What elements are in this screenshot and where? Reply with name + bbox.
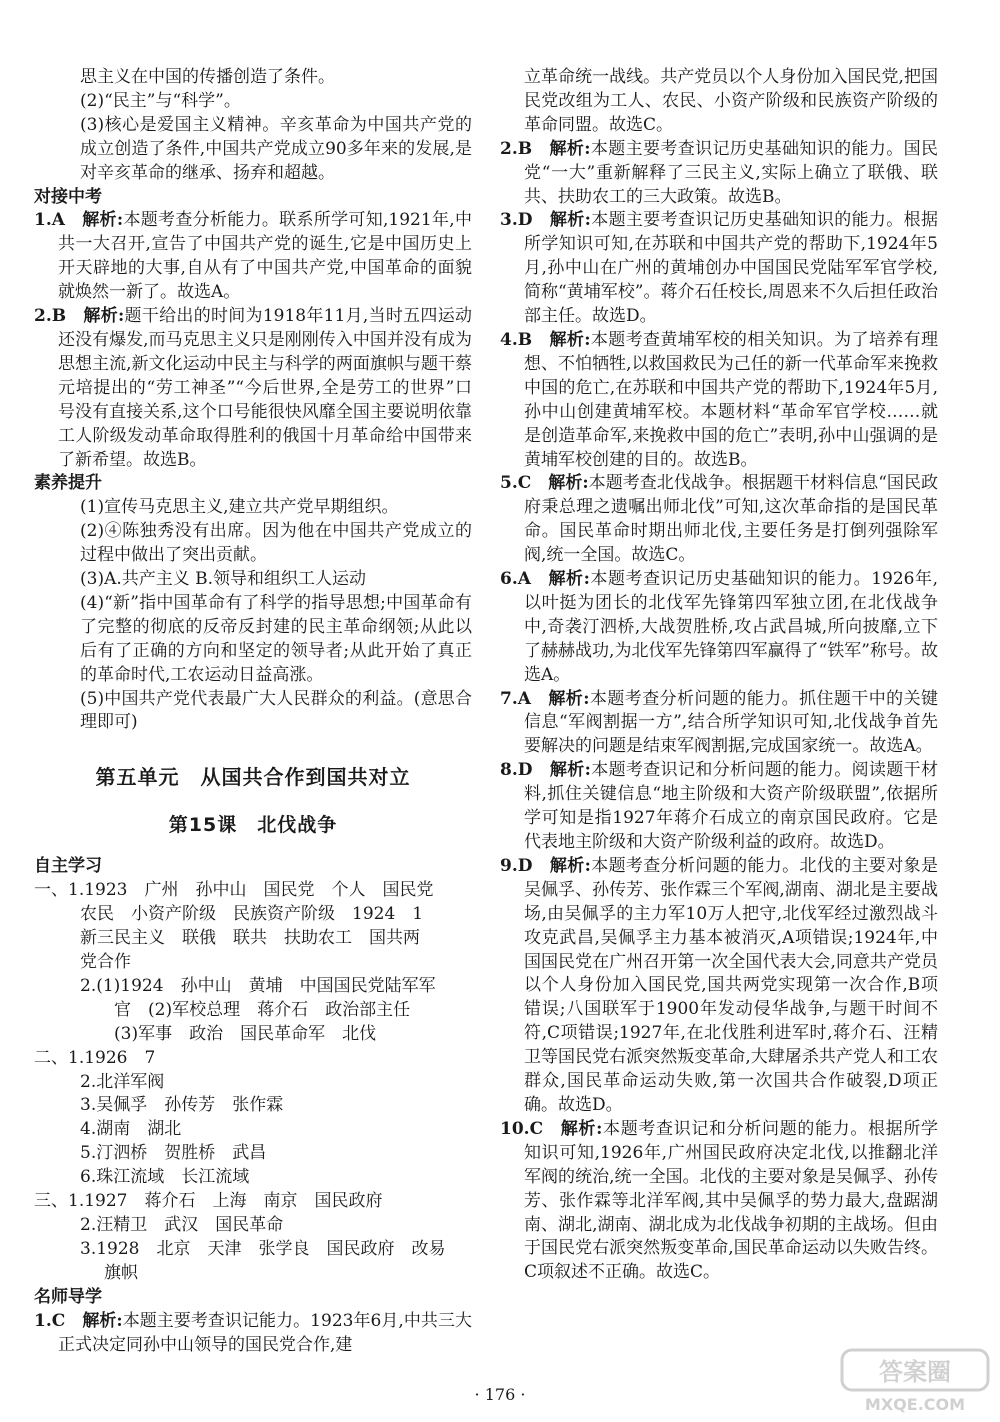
answer-line: 5.汀泗桥 贺胜桥 武昌 xyxy=(80,1143,267,1164)
answer-line: 2.(1)1924 孙中山 黄埔 中国国民党陆军军 xyxy=(80,975,436,996)
intro-line: 思主义在中国的传播创造了条件。 xyxy=(80,67,335,87)
answer-text: 本题主要考查识记历史基础知识的能力。根据所学知识可知,在苏联和中国共产党的帮助下,1924年5月,孙中山在广州的黄埔创办中国国民党陆军军官学校,简称“黄埔军校”。蒋介石任校长,周恩来不久后担任政治部主任。故选D。 xyxy=(524,210,939,327)
answer-text: 本题考查识记和分析问题的能力。根据所学知识可知,1926年,广州国民政府决定北伐,以推翻北洋军阀的统治,统一全国。北伐的主要对象是吴佩孚、孙传芳、张作霖等北洋军阀,其中吴佩孚的势力最大,盘踞湖南、湖北,湖南、湖北成为北伐战争初期的主战场。但由于国民党右派突然叛变革命,国民革命运动以失败告终。C项叙述不正确。故选C。 xyxy=(524,1118,939,1283)
answer-line: 2.北洋军阀 xyxy=(80,1071,165,1092)
answer-item xyxy=(500,329,938,472)
answer-line: (4)“新”指中国革命有了科学的指导思想;中国革命有了完整的彻底的反帝反封建的民主革命纲领;从此以后有了正确的方向和坚定的领导者;从此开始了真正的革命时代,工农运动日益高涨。 xyxy=(80,592,472,685)
answer-item xyxy=(34,305,472,472)
answer-number: 8.D xyxy=(500,760,533,781)
section-title: 素养提升 xyxy=(34,473,102,494)
answer-number: 1.C xyxy=(34,1310,66,1331)
analysis-label: 解析: xyxy=(547,569,590,590)
analysis-label: 解析: xyxy=(549,210,591,231)
answer-item xyxy=(500,759,938,855)
answer-text: 本题考查识记和分析问题的能力。阅读题干材料,抓住关键信息“地主阶级和大资产阶级联盟”,依据所学可知是指1927年蒋介石成立的南京国民政府。它是代表地主阶级和大资产阶级利益的政府。故选D。 xyxy=(524,760,939,852)
answer-line: 二、1.1926 7 xyxy=(34,1047,156,1068)
analysis-label: 解析: xyxy=(547,688,590,709)
answer-number: 10.C xyxy=(500,1118,544,1139)
answer-line: (2)④陈独秀没有出席。因为他在中国共产党成立的过程中做出了突出贡献。 xyxy=(80,521,472,566)
page-number: · 176 · xyxy=(474,1385,526,1404)
answer-line: 三、1.1927 蒋介石 上海 南京 国民政府 xyxy=(34,1191,383,1212)
answer-line: (5)中国共产党代表最广大人民群众的利益。(意思合理即可) xyxy=(80,688,472,733)
answer-line: 3.吴佩孚 孙传芳 张作霖 xyxy=(80,1095,284,1116)
analysis-label: 解析: xyxy=(549,855,591,876)
answer-item xyxy=(34,209,472,305)
answer-line: 3.1928 北京 天津 张学良 国民政府 改易 xyxy=(80,1238,446,1259)
answer-number: 2.B xyxy=(500,138,533,159)
answer-line: (3)A.共产主义 B.领导和组织工人运动 xyxy=(80,569,367,590)
answer-item xyxy=(500,1118,938,1285)
analysis-label: 解析: xyxy=(549,760,591,781)
watermark-logo xyxy=(840,1346,990,1416)
analysis-label: 解析: xyxy=(549,329,591,350)
unit-title: 第五单元 从国共合作到国共对立 xyxy=(95,765,411,790)
answer-line: 新三民主义 联俄 联共 扶助农工 国共两 xyxy=(80,928,420,949)
answer-item xyxy=(500,472,938,568)
analysis-label: 解析: xyxy=(81,210,124,231)
answer-number: 3.D xyxy=(500,210,533,231)
answer-text: 本题考查北伐战争。根据题干材料信息“国民政府秉总理之遗嘱出师北伐”可知,这次革命指的是国民革命。国民革命时期出师北伐,主要任务是打倒列强除军阀,统一全国。故选C。 xyxy=(524,473,938,566)
section-title: 对接中考 xyxy=(34,186,102,207)
answer-line: 党合作 xyxy=(80,952,131,972)
intro-line: (3)核心是爱国主义精神。辛亥革命为中国共产党的成立创造了条件,中国共产党成立90多年来的发展,是对辛亥革命的继承、扬弃和超越。 xyxy=(80,114,472,183)
intro-line: (2)“民主”与“科学”。 xyxy=(80,90,241,111)
answer-item xyxy=(500,688,938,760)
lesson-title: 第15课 北伐战争 xyxy=(168,814,338,837)
answer-text: 本题考查识记历史基础知识的能力。1926年,以叶挺为团长的北伐军先锋第四军独立团,在北伐战争中,奇袭汀泗桥,大战贺胜桥,攻占武昌城,所向披靡,立下了赫赫战功,为北伐军先锋第四军赢得了“铁军”称号。故选A。 xyxy=(524,569,938,685)
answer-item xyxy=(500,568,938,688)
answer-line: (1)宣传马克思主义,建立共产党早期组织。 xyxy=(80,497,399,518)
section-title: 自主学习 xyxy=(34,856,102,877)
answer-text: 本题主要考查识记历史基础知识的能力。国民党“一大”重新解释了三民主义,实际上确立了联俄、联共、扶助农工的三大政策。故选B。 xyxy=(524,138,939,207)
analysis-label: 解析: xyxy=(82,1310,123,1331)
answer-line: 官 (2)军校总理 蒋介石 政治部主任 xyxy=(114,999,411,1020)
section-title: 名师导学 xyxy=(34,1286,102,1307)
answer-text: 本题考查黄埔军校的相关知识。为了培养有理想、不怕牺牲,以救国救民为己任的新一代革命军来挽救中国的危亡,在苏联和中国共产党的帮助下,1924年5月,孙中山创建黄埔军校。本题材料“革命军官学校……就是创造革命军,来挽救中国的危亡”表明,孙中山强调的是黄埔军校创建的目的。故选B。 xyxy=(524,329,939,470)
answer-text: 本题考查分析问题的能力。抓住题干中的关键信息“军阀割据一方”,结合所学知识可知,北伐战争首先要解决的问题是结束军阀割据,完成国家统一。故选A。 xyxy=(524,688,939,757)
answer-line: 6.珠江流域 长江流域 xyxy=(80,1167,250,1188)
answer-text: 本题考查分析能力。联系所学可知,1921年,中共一大召开,宣告了中国共产党的诞生,它是中国历史上开天辟地的大事,自从有了中国共产党,中国革命的面貌就焕然一新了。故选A。 xyxy=(58,210,473,303)
analysis-label: 解析: xyxy=(549,138,591,159)
answer-item xyxy=(500,855,938,1118)
answer-line: 旗帜 xyxy=(104,1262,138,1283)
answer-number: 7.A xyxy=(500,688,531,709)
answer-text: 本题考查分析问题的能力。北伐的主要对象是吴佩孚、孙传芳、张作霖三个军阀,湖南、湖北是主要战场,由吴佩孚的主力军10万人把守,北伐军经过激烈战斗攻克武昌,吴佩孚主力基本被消灭,A项错误;1924年,中国国民党在广州召开第一次全国代表大会,同意共产党员以个人身份加入国民党,国共两党实现第一次合作,B项错误;八国联军于1900年发动侵华战争,与题干时间不符,C项错误;1927年,在北伐胜利进军时,蒋介石、汪精卫等国民党右派突然叛变革命,大肆屠杀共产党人和工农群众,国民革命运动失败,第一次国共合作破裂,D项正确。故选D。 xyxy=(524,855,939,1115)
watermark-url: MXQE.COM xyxy=(864,1395,966,1414)
answer-number: 4.B xyxy=(500,329,533,350)
left-column xyxy=(34,66,472,1357)
answer-line: 4.湖南 湖北 xyxy=(80,1119,182,1140)
answer-text: 本题主要考查识记能力。1923年6月,中共三大正式决定同孙中山领导的国民党合作,建 xyxy=(58,1310,472,1355)
right-column xyxy=(500,66,938,1285)
answer-line: 农民 小资产阶级 民族资产阶级 1924 1 xyxy=(80,904,424,925)
answer-item xyxy=(500,138,938,210)
watermark-text: 答案圈 xyxy=(879,1358,951,1386)
analysis-label: 解析: xyxy=(548,473,589,494)
answer-item xyxy=(500,209,938,329)
answer-number: 1.A xyxy=(34,210,65,231)
answer-line: 一、1.1923 广州 孙中山 国民党 个人 国民党 xyxy=(34,880,434,901)
analysis-label: 解析: xyxy=(560,1118,603,1139)
answer-item xyxy=(34,1310,472,1358)
answer-number: 5.C xyxy=(500,473,532,494)
analysis-label: 解析: xyxy=(83,306,125,327)
answer-text: 题干给出的时间为1918年11月,当时五四运动还没有爆发,而马克思主义只是刚刚传入中国并没有成为思想主流,新文化运动中民主与科学的两面旗帜与题干蔡元培提出的“劳工神圣”“今后世界,全是劳工的世界”口号没有直接关系,这个口号能很快风靡全国主要说明依靠工人阶级发动革命取得胜利的俄国十月革命给中国带来了新希望。故选B。 xyxy=(58,306,472,470)
answer-number: 6.A xyxy=(500,569,531,590)
continued-text: 立革命统一战线。共产党员以个人身份加入国民党,把国民党改组为工人、农民、小资产阶级和民族资产阶级的革命同盟。故选C。 xyxy=(524,67,938,135)
answer-line: (3)军事 政治 国民革命军 北伐 xyxy=(114,1023,377,1044)
answer-line: 2.汪精卫 武汉 国民革命 xyxy=(80,1214,284,1235)
answer-number: 2.B xyxy=(34,306,67,327)
answer-number: 9.D xyxy=(500,855,533,876)
